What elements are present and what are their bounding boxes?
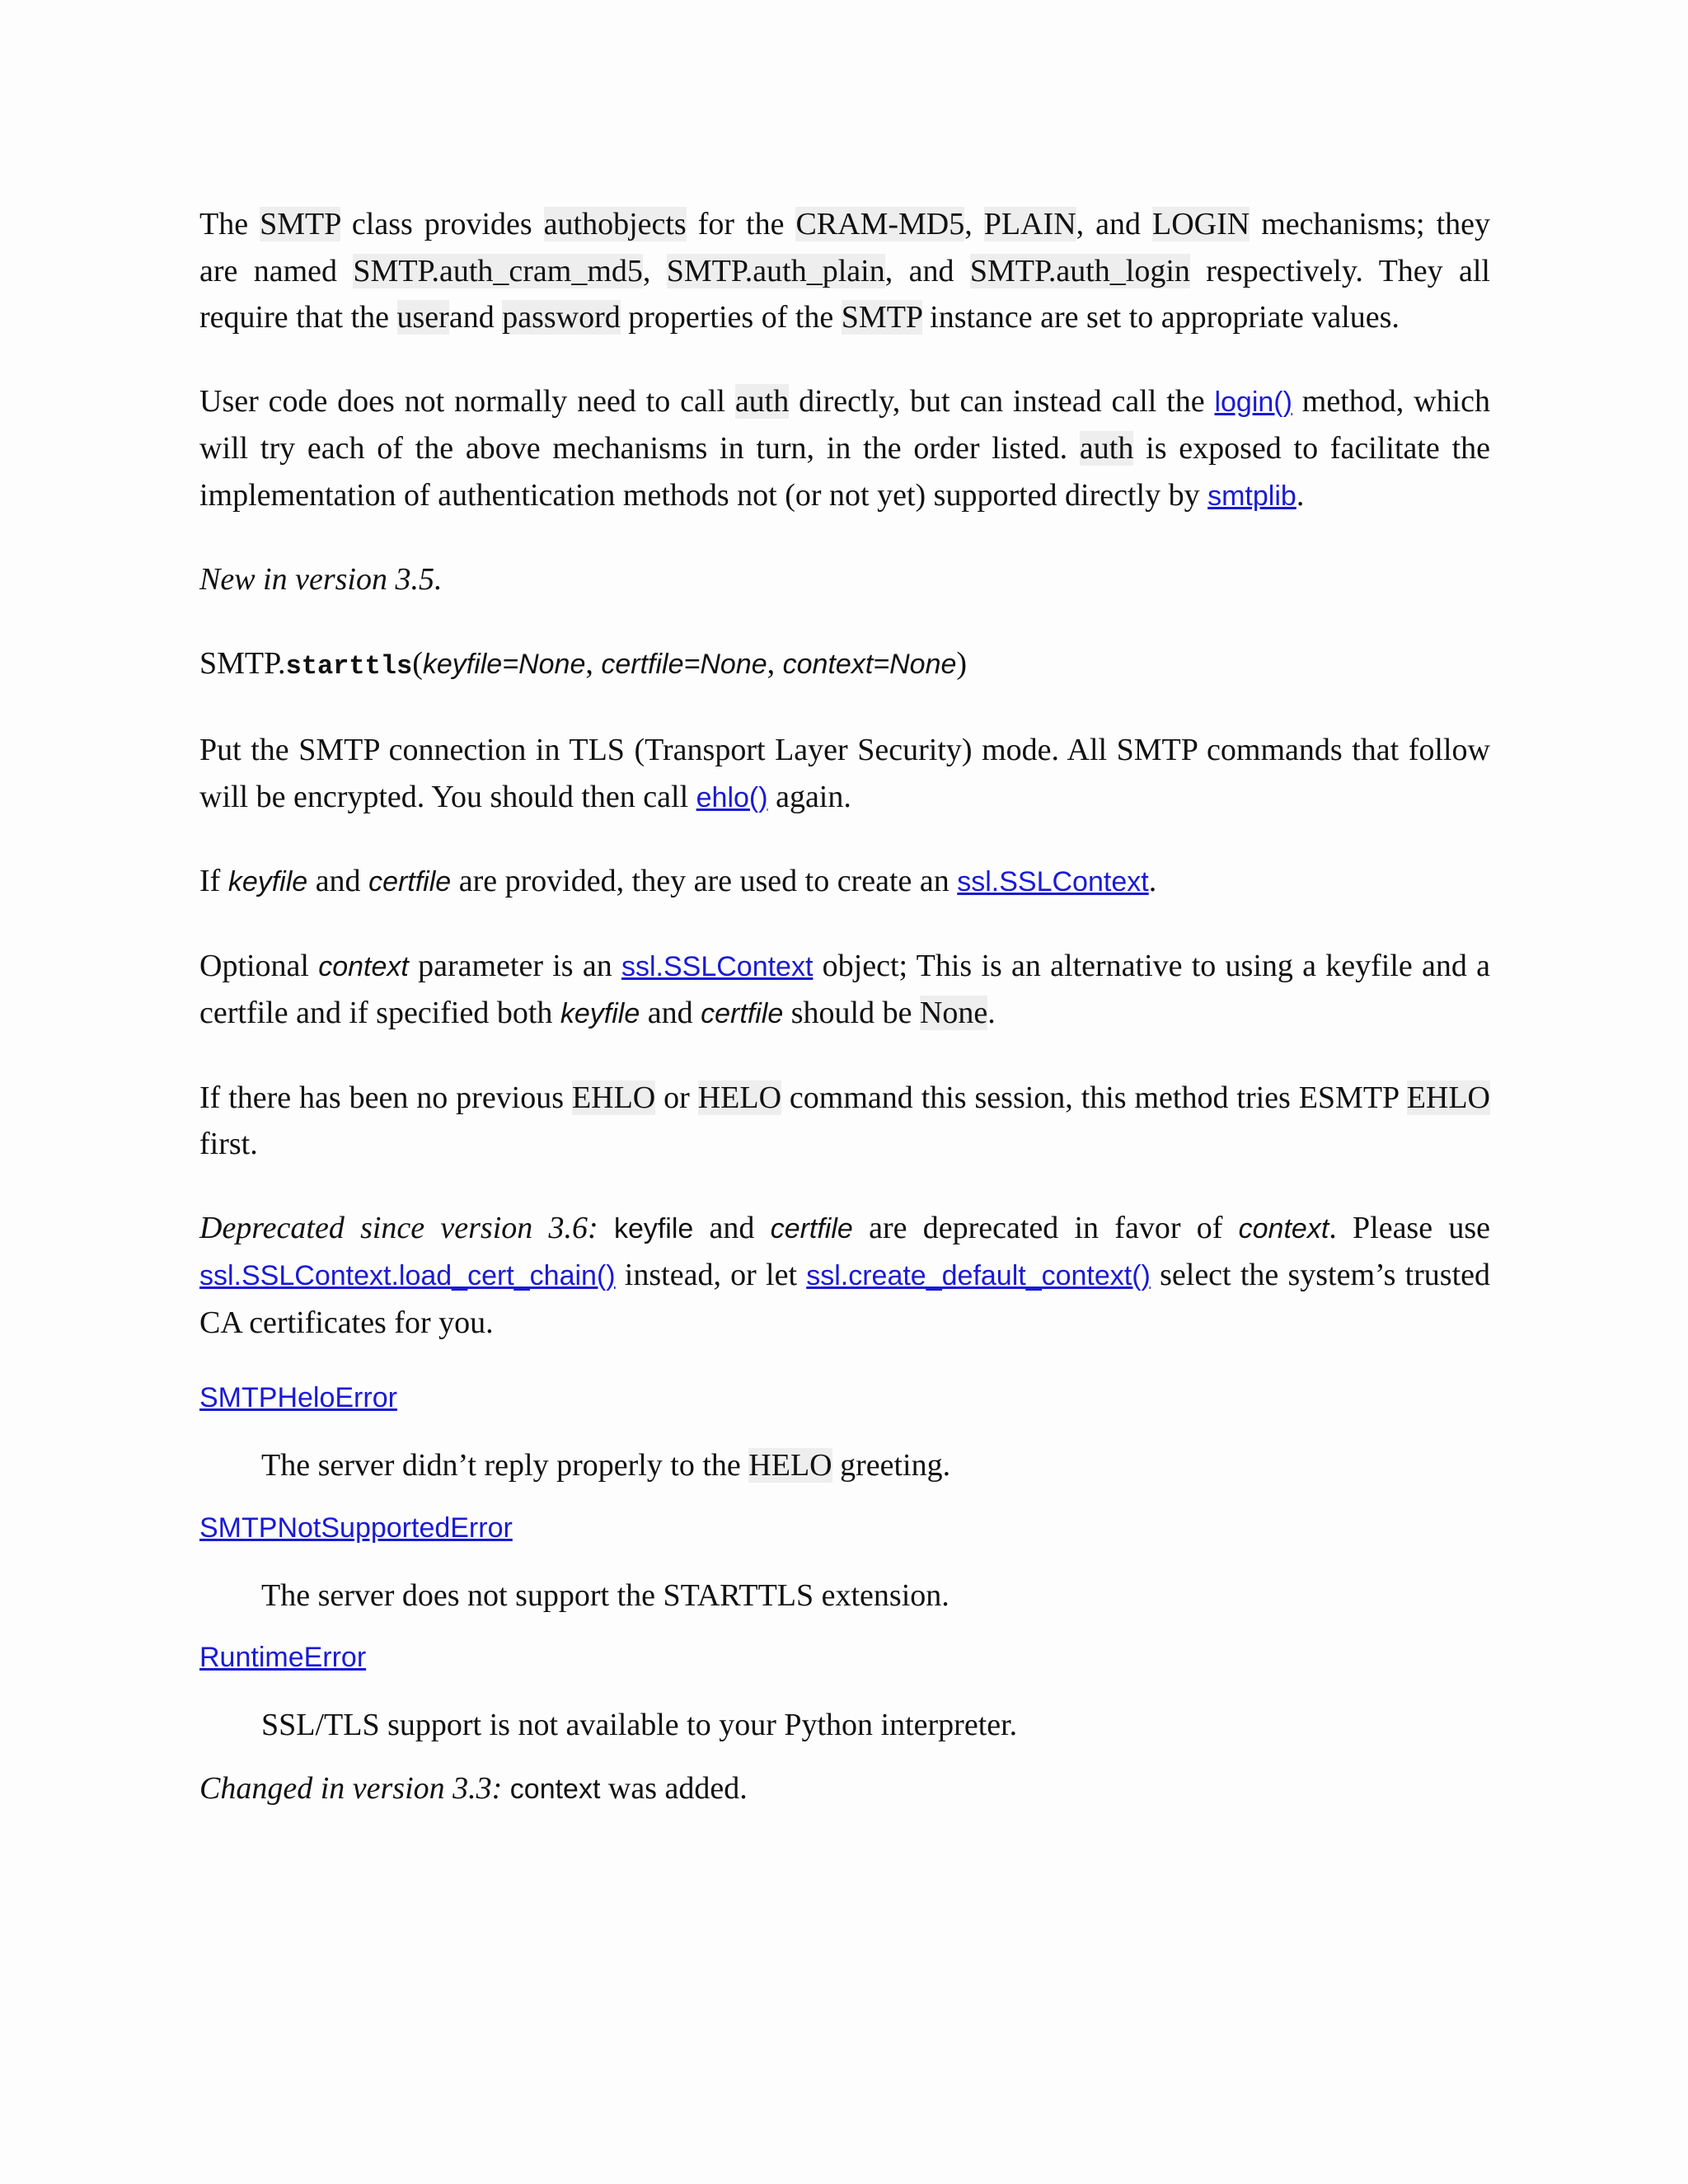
load-cert-chain-link[interactable]: ssl.SSLContext.load_cert_chain() (199, 1260, 616, 1291)
param: certfile=None (601, 648, 767, 680)
inline-code: user (396, 300, 449, 335)
text: The server didn’t reply properly to the (261, 1448, 749, 1483)
inline-code: CRAM-MD5 (795, 207, 965, 241)
text: method, which will try each of the above mechanisms in turn, in the order listed. (199, 383, 1490, 466)
text: ) (956, 645, 968, 681)
text: again. (767, 779, 851, 814)
starttls-description (199, 727, 1490, 821)
text: , and (1076, 207, 1152, 241)
text: directly, but can instead call the (789, 383, 1215, 419)
text: or (655, 1080, 698, 1115)
text: New in version 3.5. (199, 562, 443, 597)
sslcontext-link[interactable]: ssl.SSLContext (957, 866, 1149, 898)
inline-code: LOGIN (1152, 207, 1250, 241)
exception-item (199, 1504, 1490, 1551)
changed-label: Changed in version 3.3: (199, 1770, 503, 1806)
text: instance are set to appropriate values. (921, 300, 1400, 335)
inline-code: SMTP (841, 300, 922, 335)
keyfile-paragraph (199, 858, 1490, 906)
text: and (307, 864, 369, 898)
text: , (585, 645, 602, 681)
text: should be (783, 996, 920, 1030)
text: select the system’s trusted CA certificates for you. (199, 1258, 1490, 1340)
text: parameter is an (408, 948, 621, 983)
inline-code: None (919, 996, 988, 1030)
text: Put the SMTP connection in TLS (Transport Layer Security) mode. All SMTP commands that follow will be encrypted. You should then call (199, 733, 1490, 814)
exception-description (261, 1572, 1490, 1619)
document-content (199, 201, 1490, 1812)
text: is exposed to facilitate the implementation of authentication methods not (or not yet) supported directly by (199, 431, 1490, 513)
param: context (318, 950, 409, 982)
smtplib-link[interactable]: smtplib (1207, 480, 1296, 512)
text: object; This is an alternative to using a keyfile and a certfile and if specified both (199, 948, 1491, 1030)
inline-code: EHLO (1406, 1080, 1490, 1115)
inline-code: SMTP.auth_plain (666, 253, 885, 288)
param: keyfile=None (422, 648, 586, 680)
text: are provided, they are used to create an (451, 864, 958, 898)
inline-code: SMTP.auth_cram_md5 (353, 253, 643, 288)
smtp-not-supported-error-link[interactable]: SMTPNotSupportedError (199, 1511, 513, 1544)
version-added-note (199, 556, 1490, 603)
param: certfile (701, 998, 784, 1029)
text: , (642, 253, 667, 288)
auth-usage-paragraph (199, 378, 1490, 520)
text: . (1148, 864, 1157, 898)
auth-objects-paragraph (199, 201, 1490, 341)
param: context (509, 1773, 601, 1805)
text: greeting. (832, 1448, 951, 1483)
exception-item (199, 1374, 1490, 1421)
param: certfile (770, 1212, 853, 1244)
text: SMTP. (199, 645, 286, 681)
text (598, 1211, 614, 1245)
param: context=None (782, 648, 957, 680)
text: and (693, 1210, 771, 1245)
text: . (987, 996, 996, 1030)
text: mechanisms; they are named (199, 207, 1491, 288)
text: , (767, 645, 783, 681)
text: instead, or let (615, 1258, 807, 1292)
ehlo-paragraph (199, 1075, 1490, 1168)
method-name: starttls (285, 650, 413, 682)
text: respectively. They all require that the (199, 253, 1490, 335)
text: , (964, 207, 984, 241)
exception-item (199, 1633, 1490, 1680)
runtime-error-link[interactable]: RuntimeError (199, 1642, 367, 1673)
inline-code: EHLO (571, 1080, 656, 1115)
text: first. (199, 1127, 258, 1161)
changed-note (199, 1765, 1490, 1813)
context-paragraph (199, 943, 1490, 1038)
text: was added. (600, 1770, 748, 1806)
inline-code: SMTP (260, 207, 340, 241)
text: and (448, 300, 503, 335)
login-link[interactable]: login() (1214, 386, 1292, 418)
inline-code: password (502, 300, 621, 335)
inline-code: auth (1079, 431, 1134, 466)
text: class provides (340, 207, 544, 241)
inline-code: SMTP.auth_login (969, 253, 1190, 288)
text: User code does not normally need to call (199, 383, 735, 419)
param: context (1238, 1212, 1329, 1244)
text: , and (884, 253, 970, 288)
ehlo-link[interactable]: ehlo() (696, 781, 768, 813)
inline-code: HELO (697, 1080, 782, 1115)
text: . Please use (1329, 1210, 1490, 1245)
inline-code: auth (734, 383, 790, 419)
text: ( (412, 645, 423, 681)
param: certfile (368, 866, 452, 898)
text: The (199, 207, 260, 241)
sslcontext-link[interactable]: ssl.SSLContext (621, 950, 814, 982)
starttls-signature (199, 640, 1490, 691)
inline-code: HELO (748, 1448, 832, 1483)
text: . (1296, 477, 1305, 513)
deprecation-label: Deprecated since version 3.6: (199, 1210, 598, 1245)
param: keyfile (560, 998, 640, 1029)
text: and (640, 996, 701, 1030)
param: keyfile (227, 866, 308, 898)
inline-code: PLAIN (983, 207, 1076, 241)
text: properties of the (620, 300, 842, 335)
text: SSL/TLS support is not available to your Python interpreter. (261, 1708, 1018, 1742)
exception-description (261, 1702, 1490, 1749)
text: If there has been no previous (199, 1080, 572, 1115)
deprecation-note (199, 1205, 1490, 1347)
text: Optional (199, 948, 319, 983)
inline-code: authobjects (543, 207, 687, 241)
create-default-context-link[interactable]: ssl.create_default_context() (806, 1260, 1151, 1291)
text: The server does not support the STARTTLS extension. (261, 1577, 950, 1613)
text (502, 1771, 510, 1806)
text: are deprecated in favor of (852, 1210, 1239, 1245)
param: keyfile (613, 1212, 694, 1244)
exception-description (261, 1442, 1490, 1489)
text: command this session, this method tries ESMTP (781, 1080, 1407, 1115)
text: If (199, 864, 228, 898)
text: for the (686, 207, 796, 241)
smtphelo-error-link[interactable]: SMTPHeloError (199, 1382, 397, 1413)
